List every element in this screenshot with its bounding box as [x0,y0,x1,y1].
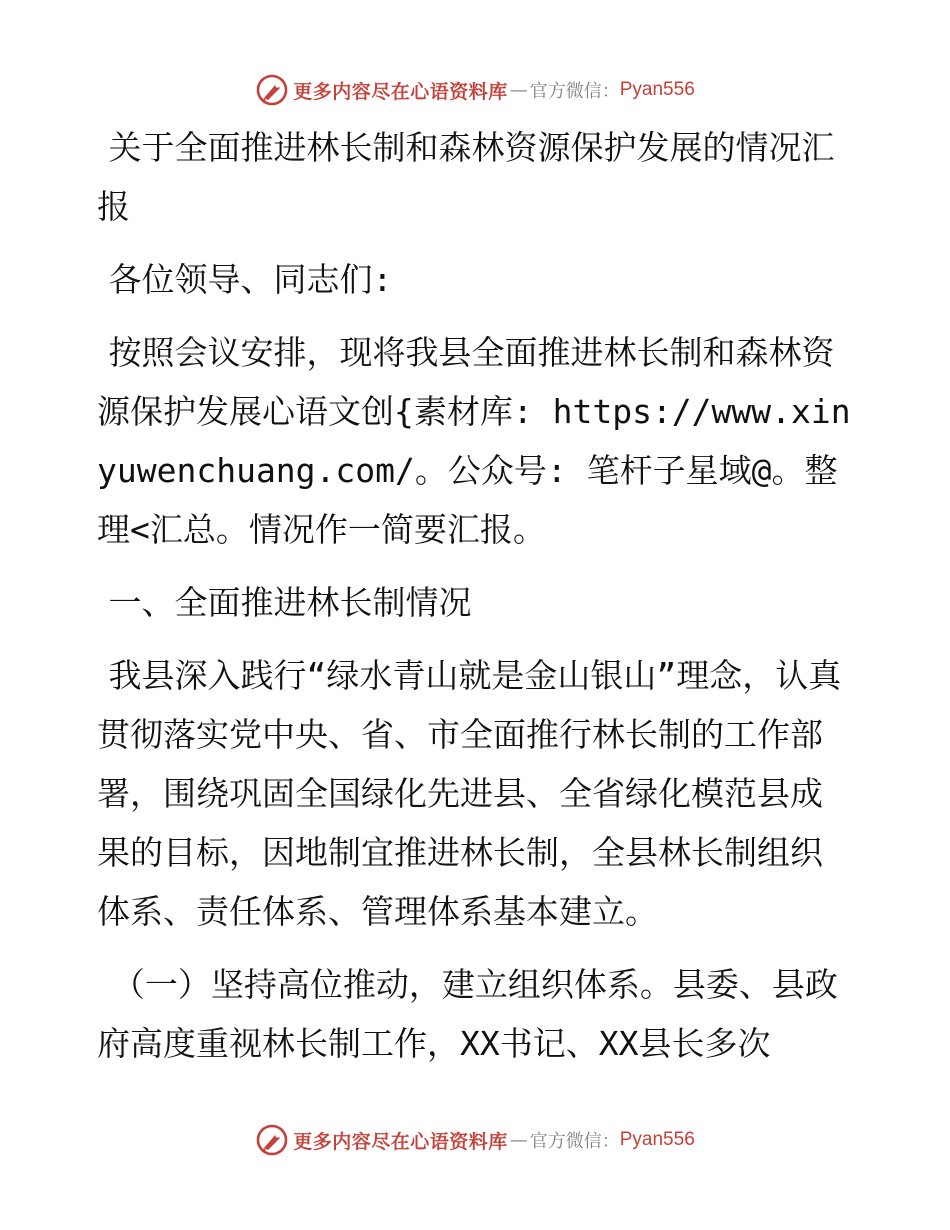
document-title: 关于全面推进林长制和森林资源保护发展的情况汇报 [97,128,835,226]
banner-wechat-label: 官方微信： [529,81,620,102]
banner-wechat-id: Pyan556 [619,1129,695,1150]
banner-dash: — [509,79,528,101]
subsection-paragraph: （一）坚持高位推动，建立组织体系。县委、县政府高度重视林长制工作，XX书记、XX县长多次 [97,965,838,1063]
pen-logo-icon [255,1123,289,1157]
banner-wechat-label: 官方微信： [529,1131,620,1152]
banner-dash: — [509,1129,528,1151]
salutation: 各位领导、同志们: [108,260,393,299]
pen-logo-icon [255,73,289,107]
intro-paragraph: 按照会议安排，现将我县全面推进林长制和森林资源保护发展心语文创{素材库: https://www.xinyuwenchuang.com/。公众号: 笔杆子星域@。整理<汇总。情况作一简要汇报。 [97,333,851,549]
banner-wechat-id: Pyan556 [619,79,695,100]
footer-watermark-banner [0,1120,950,1160]
header-watermark-banner [0,70,950,110]
body-paragraph: 我县深入践行“绿水青山就是金山银山”理念，认真贯彻落实党中央、省、市全面推行林长制的工作部署，围绕巩固全国绿化先进县、全省绿化模范县成果的目标，因地制宜推进林长制，全县林长制组织体系、责任体系、管理体系基本建立。 [97,656,842,931]
document-body [97,118,852,1087]
section-heading: 一、全面推进林长制情况 [108,583,472,622]
banner-text: 更多内容尽在心语资料库 [293,1130,508,1153]
banner-text: 更多内容尽在心语资料库 [293,80,508,103]
